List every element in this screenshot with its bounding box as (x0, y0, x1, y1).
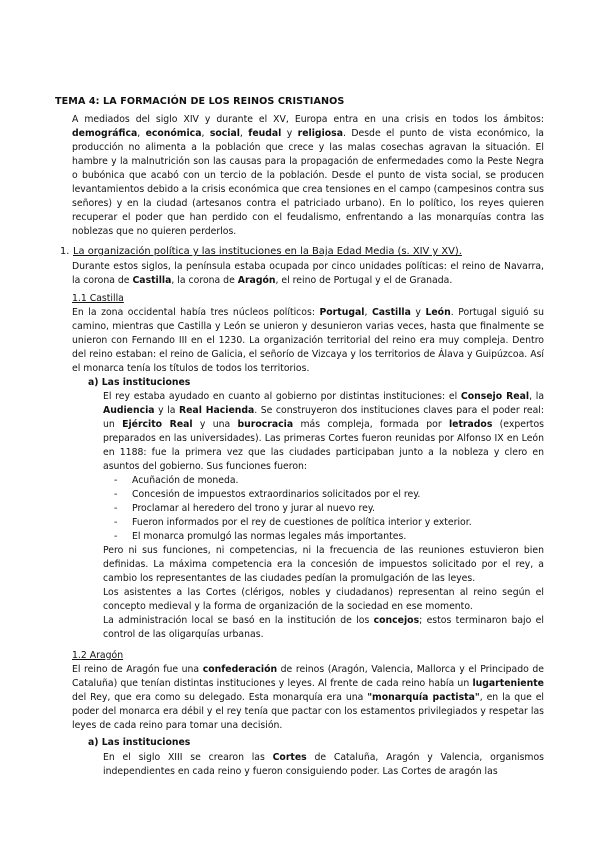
section-heading-text: La organización política y las instituciones en la Baja Edad Media (s. XIV y XV). (73, 246, 462, 257)
bold-term: burocracia (237, 419, 294, 430)
aragon-institutions-body (103, 751, 544, 779)
bold-term: social (209, 128, 240, 139)
intro-paragraph (72, 113, 544, 239)
bold-term: Cortes (272, 752, 307, 763)
sep: , (239, 128, 249, 139)
list-item: - El monarca promulgó las normas legales más importantes. (114, 530, 534, 544)
bold-term: letrados (448, 419, 493, 430)
body-text: En el siglo XIII se crearon las (103, 752, 273, 763)
sep: y una (192, 419, 238, 430)
intro-text: . Desde el punto de vista económico, la producción no alimenta a la población que crece y las malas cosechas agravan la situación. El hambre y la malnutrición son las causas para la propagación de enfermedades como la Peste Negra o bubónica que acabó con un tercio de la población. Desde el punto de vista social, se producen levantamientos debido a la crisis económica que crea tensiones en el campo (campesinos contra sus señores) y en la ciudad (artesanos contra el patriciado urbano). En lo político, los reyes quieren recuperar el poder que han perdido con el feudalismo, enfrentando a las monarquías contra las noblezas que no quieren perderlos. (72, 128, 545, 237)
sep: , (201, 128, 210, 139)
body-text: Durante estos siglos, la península estaba ocupada por cinco unidades políticas: el reino de Navarra, la corona de (72, 261, 544, 286)
body-text: El rey estaba ayudado en cuanto al gobierno por distintas instituciones: el (103, 391, 461, 402)
bold-term: religiosa (297, 128, 343, 139)
body-text: El reino de Aragón fue una (72, 664, 203, 675)
body-text: de reinos (Aragón, Valencia, Mallorca y el Principado de Cataluña) que tenían distintas instituciones y leyes. Al frente de cada reino había un (72, 664, 544, 689)
sep: , la (529, 391, 545, 402)
sep: , (364, 307, 372, 318)
bold-term: Audiencia (103, 405, 155, 416)
bold-term: "monarquía pactista" (367, 692, 480, 703)
aragon-body (72, 663, 544, 733)
sep: y (410, 307, 426, 318)
subsection-aragon-heading: 1.2 Aragón (72, 650, 124, 661)
page-title: TEMA 4: LA FORMACIÓN DE LOS REINOS CRISTIANOS (55, 96, 345, 107)
body-text: ; estos terminaron bajo el control de las oligarquías urbanas. (103, 615, 544, 640)
bold-term: León (425, 307, 451, 318)
body-text: En la zona occidental había tres núcleos políticos: (72, 307, 320, 318)
body-text: La administración local se basó en la institución de los (103, 615, 374, 626)
aragon-institutions-heading: a) Las instituciones (88, 737, 191, 748)
bold-term: Ejército Real (122, 419, 193, 430)
bold-term: demográfica (72, 128, 138, 139)
section-1-heading (60, 246, 462, 257)
bold-term: Castilla (132, 275, 172, 286)
bold-term: Portugal (319, 307, 365, 318)
body-text: , la corona de (171, 275, 238, 286)
subsection-castilla-heading: 1.1 Castilla (72, 293, 124, 304)
body-text: , en la que el poder del monarca era débil y el rey tenía que pactar con los estamentos privilegiados y respetar las leyes de cada reino para tomar una decisión. (72, 692, 545, 731)
bold-term: concejos (373, 615, 420, 626)
bold-term: Consejo Real (460, 391, 530, 402)
intro-text: A mediados del siglo XIV y durante el XV, Europa entra en una crisis en todos los ámbitos: (72, 114, 544, 125)
section-1-body (72, 260, 544, 288)
sep: y (281, 128, 298, 139)
castilla-after-paragraph-2: Los asistentes a las Cortes (clérigos, nobles y ciudadanos) representan al reino según el concepto medieval y la forma de organización de la sociedad en ese momento. (103, 587, 544, 612)
list-item: - Concesión de impuestos extraordinarios solicitados por el rey. (114, 488, 534, 502)
bold-term: confederación (202, 664, 278, 675)
bold-term: económica (145, 128, 202, 139)
sep: , (137, 128, 146, 139)
body-text: del Rey, que era como su delegado. Esta monarquía era una (72, 692, 368, 703)
list-item: - Proclamar al heredero del trono y jurar al nuevo rey. (114, 502, 534, 516)
body-text: . Se construyeron dos instituciones claves para el poder real: un (103, 405, 544, 430)
castilla-after-paragraph-1: Pero ni sus funciones, ni competencias, ni la frecuencia de las reuniones estuvieron bien definidas. La máxima competencia era la concesión de impuestos solicitado por el rey, a cambio los representantes de las ciudades pedían la promulgación de las leyes. (103, 545, 544, 584)
sep: y la (154, 405, 179, 416)
bold-term: Aragón (237, 275, 276, 286)
castilla-institutions-heading: a) Las instituciones (88, 377, 191, 388)
list-item: - Acuñación de moneda. (114, 474, 534, 488)
bold-term: feudal (248, 128, 282, 139)
body-text: más compleja, formada por (293, 419, 449, 430)
body-text: , el reino de Portugal y el de Granada. (275, 275, 453, 286)
body-text: de Cataluña, Aragón y Valencia, organismos independientes en cada reino y fueron consiguiendo poder. Las Cortes de aragón las (103, 752, 544, 777)
bold-term: lugarteniente (472, 678, 544, 689)
section-number: 1. (60, 246, 70, 257)
cortes-functions-list (114, 474, 534, 544)
bold-term: Real Hacienda (178, 405, 255, 416)
castilla-institutions-body (103, 390, 544, 474)
list-item: - Fueron informados por el rey de cuestiones de política interior y exterior. (114, 516, 534, 530)
bold-term: Castilla (371, 307, 411, 318)
body-text: . Portugal siguió su camino, mientras que Castilla y León se unieron y desunieron varias veces, hasta que finalmente se unieron con Fernando III en el 1230. La organización territorial del reino era muy compleja. Dentro del reino estaban: el reino de Galicia, el señorío de Vizcaya y los territorios de Álava y Guipúzcoa. Así el monarca tenía los títulos de todos los territorios. (72, 307, 544, 374)
castilla-after-paragraph-3 (103, 614, 544, 642)
castilla-body (72, 306, 544, 376)
body-text: (expertos preparados en las universidades). Las primeras Cortes fueron reunidas por Alfonso IX en León en 1188: fue la primera vez que las ciudades participaban junto a la nobleza y clero en asuntos del gobierno. Sus funciones fueron: (103, 419, 544, 472)
